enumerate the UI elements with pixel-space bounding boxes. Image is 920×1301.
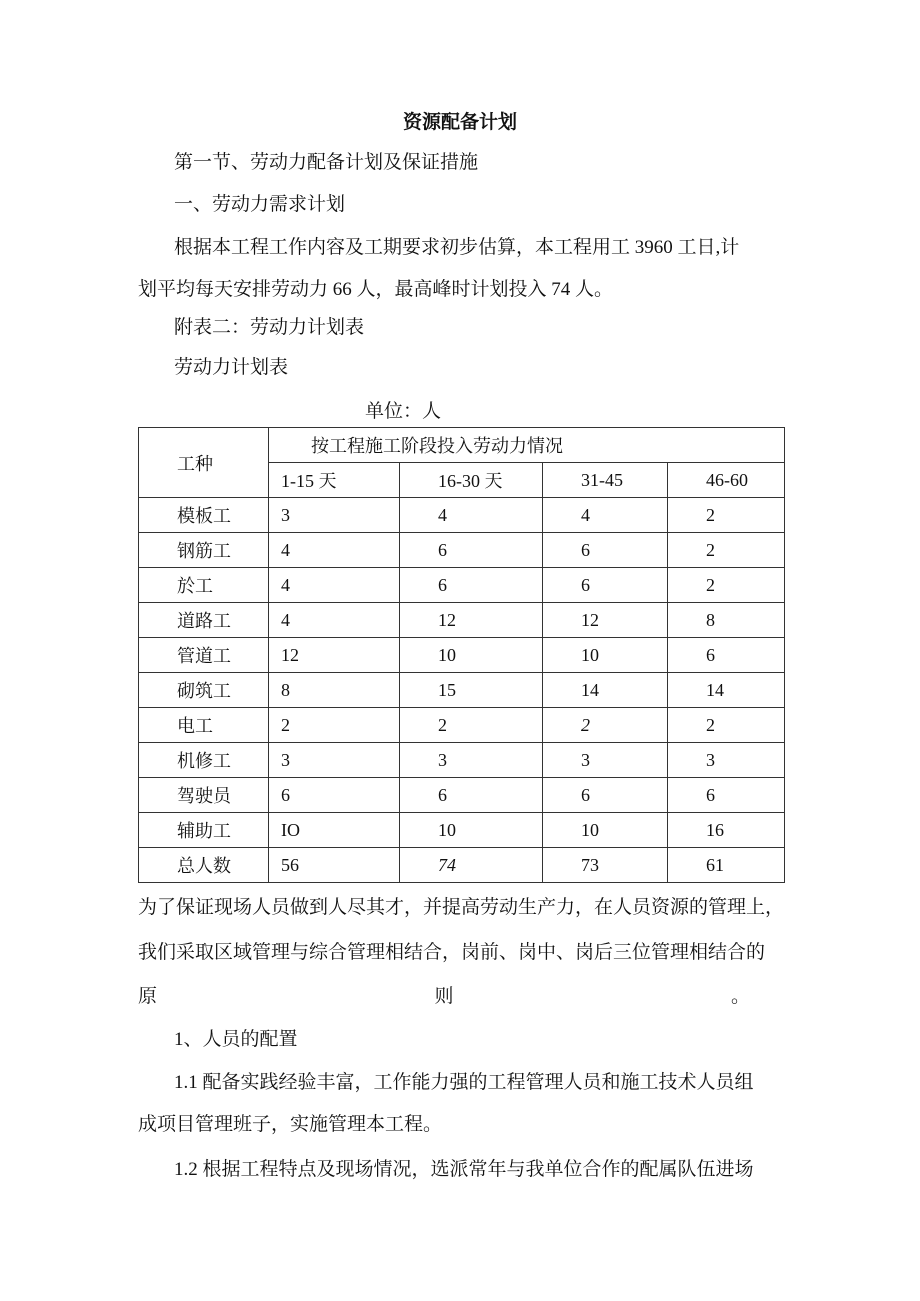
value-cell: 10 xyxy=(543,813,668,848)
value-cell: 4 xyxy=(400,498,543,533)
value-cell: 12 xyxy=(400,603,543,638)
labor-plan-table xyxy=(138,427,785,883)
value-cell: 6 xyxy=(400,778,543,813)
value-cell: 4 xyxy=(269,533,400,568)
trade-cell: 驾驶员 xyxy=(139,778,269,813)
value-cell: 2 xyxy=(668,533,785,568)
group-header: 按工程施工阶段投入劳动力情况 xyxy=(269,428,785,463)
table-row xyxy=(139,603,785,638)
intro-text: 根据本工程工作内容及工期要求初步估算，本工程用工 3960 工日,计 xyxy=(174,237,740,258)
value-cell: 4 xyxy=(269,603,400,638)
trade-header: 工种 xyxy=(139,428,269,498)
value-cell: 6 xyxy=(668,778,785,813)
appendix-label: 附表二：劳动力计划表 xyxy=(174,317,365,338)
value-cell: 73 xyxy=(543,848,668,883)
trade-cell: 砌筑工 xyxy=(139,673,269,708)
value-cell: 16 xyxy=(668,813,785,848)
trade-cell: 模板工 xyxy=(139,498,269,533)
trade-cell: 电工 xyxy=(139,708,269,743)
text-fragment: 则 xyxy=(434,986,454,1007)
table-row xyxy=(139,813,785,848)
trade-cell: 管道工 xyxy=(139,638,269,673)
period-header: 31-45 xyxy=(543,463,668,498)
value-cell: 6 xyxy=(543,568,668,603)
table-row xyxy=(139,568,785,603)
value-cell: 14 xyxy=(668,673,785,708)
table-title: 劳动力计划表 xyxy=(174,357,289,378)
value-cell: 8 xyxy=(668,603,785,638)
value-cell: 2 xyxy=(668,708,785,743)
section-heading: 第一节、劳动力配备计划及保证措施 xyxy=(174,152,479,173)
value-cell: 61 xyxy=(668,848,785,883)
paragraph-text: 我们采取区域管理与综合管理相结合，岗前、岗中、岗后三位管理相结合的 xyxy=(138,942,766,963)
value-cell: 2 xyxy=(400,708,543,743)
value-cell: 6 xyxy=(400,568,543,603)
value-cell: 10 xyxy=(543,638,668,673)
value-cell: 6 xyxy=(668,638,785,673)
paragraph-text: 1.2 根据工程特点及现场情况，选派常年与我单位合作的配属队伍进场 xyxy=(174,1159,754,1180)
value-cell: 6 xyxy=(543,778,668,813)
table-row xyxy=(139,743,785,778)
value-cell: 2 xyxy=(668,498,785,533)
table-row xyxy=(139,498,785,533)
table-header-row xyxy=(139,428,785,463)
value-cell: 3 xyxy=(668,743,785,778)
value-cell: 6 xyxy=(400,533,543,568)
period-header: 46-60 xyxy=(668,463,785,498)
value-cell: 56 xyxy=(269,848,400,883)
value-cell: 3 xyxy=(269,743,400,778)
value-cell: 3 xyxy=(269,498,400,533)
paragraph-text: 为了保证现场人员做到人尽其才，并提高劳动生产力，在人员资源的管理上， xyxy=(138,897,785,918)
table-row xyxy=(139,708,785,743)
table-row xyxy=(139,848,785,883)
value-cell: 74 xyxy=(400,848,543,883)
doc-title: 资源配备计划 xyxy=(402,112,517,133)
trade-cell: 钢筋工 xyxy=(139,533,269,568)
table-row xyxy=(139,533,785,568)
value-cell: 14 xyxy=(543,673,668,708)
value-cell: 4 xyxy=(543,498,668,533)
value-cell: 6 xyxy=(269,778,400,813)
unit-label: 单位：人 xyxy=(365,401,442,422)
value-cell: 3 xyxy=(400,743,543,778)
value-cell: 2 xyxy=(668,568,785,603)
period-header: 1-15 天 xyxy=(269,463,400,498)
text-fragment: 。 xyxy=(730,986,750,1007)
paragraph-text: 1.1 配备实践经验丰富，工作能力强的工程管理人员和施工技术人员组 xyxy=(174,1072,754,1093)
table-row xyxy=(139,778,785,813)
trade-cell: 於工 xyxy=(139,568,269,603)
trade-cell: 总人数 xyxy=(139,848,269,883)
value-cell: IO xyxy=(269,813,400,848)
intro-text: 划平均每天安排劳动力 66 人，最高峰时计划投入 74 人。 xyxy=(138,279,614,300)
numbered-heading: 1、人员的配置 xyxy=(174,1029,298,1050)
trade-cell: 道路工 xyxy=(139,603,269,638)
value-cell: 12 xyxy=(543,603,668,638)
text-fragment: 原 xyxy=(138,986,158,1007)
trade-cell: 辅助工 xyxy=(139,813,269,848)
value-cell: 2 xyxy=(543,708,668,743)
value-cell: 8 xyxy=(269,673,400,708)
value-cell: 2 xyxy=(269,708,400,743)
subsection-heading: 一、劳动力需求计划 xyxy=(174,194,346,215)
value-cell: 3 xyxy=(543,743,668,778)
paragraph-text xyxy=(138,985,750,1009)
trade-cell: 机修工 xyxy=(139,743,269,778)
table-row xyxy=(139,673,785,708)
table-row xyxy=(139,638,785,673)
value-cell: 6 xyxy=(543,533,668,568)
period-header: 16-30 天 xyxy=(400,463,543,498)
value-cell: 10 xyxy=(400,638,543,673)
paragraph-text: 成项目管理班子，实施管理本工程。 xyxy=(138,1114,443,1135)
value-cell: 10 xyxy=(400,813,543,848)
value-cell: 12 xyxy=(269,638,400,673)
value-cell: 4 xyxy=(269,568,400,603)
value-cell: 15 xyxy=(400,673,543,708)
